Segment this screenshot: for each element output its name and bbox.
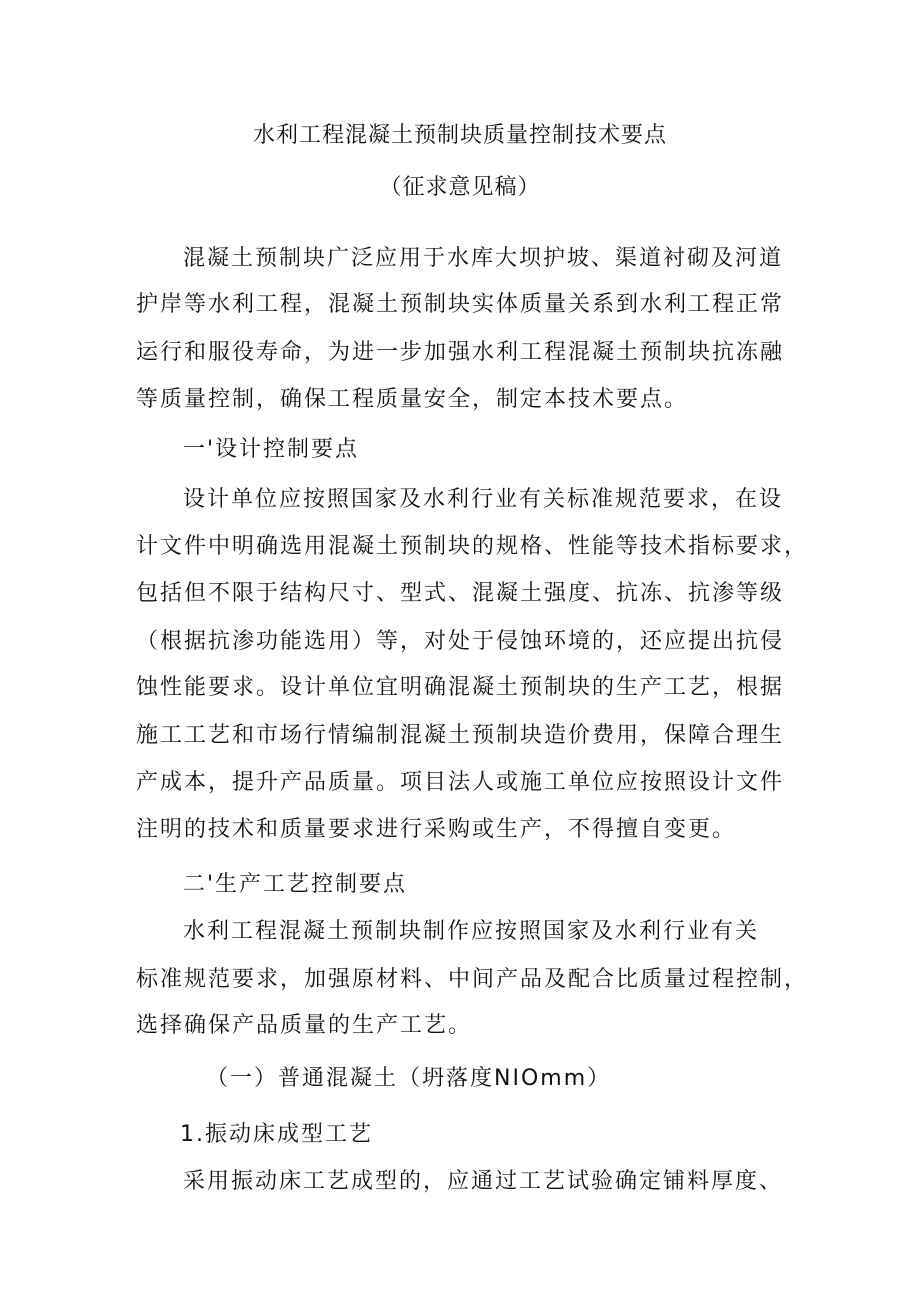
paragraph-line: 选择确保产品质量的生产工艺。 bbox=[136, 1013, 473, 1038]
item-heading: 1.振动床成型工艺 bbox=[180, 1122, 373, 1147]
document-subtitle: （征求意见稿） bbox=[379, 175, 541, 200]
paragraph-line: 产成本，提升产品质量。项目法人或施工单位应按照设计文件 bbox=[136, 770, 785, 795]
paragraph-line: 采用振动床工艺成型的，应通过工艺试验确定铺料厚度、 bbox=[183, 1169, 784, 1194]
subsection-heading: （一）普通混凝土（坍落度NIOmm） bbox=[206, 1066, 612, 1091]
document-title: 水利工程混凝土预制块质量控制技术要点 bbox=[252, 123, 667, 148]
paragraph-line: 运行和服役寿命，为进一步加强水利工程混凝土预制块抗冻融 bbox=[136, 340, 785, 365]
paragraph-line: 设计单位应按照国家及水利行业有关标准规范要求，在设 bbox=[183, 487, 784, 512]
section-heading: 一'设计控制要点 bbox=[183, 437, 360, 462]
paragraph-line: 标准规范要求，加强原材料、中间产品及配合比质量过程控制， bbox=[136, 967, 809, 992]
paragraph-line: 护岸等水利工程，混凝土预制块实体质量关系到水利工程正常 bbox=[136, 292, 785, 317]
paragraph-line: 蚀性能要求。设计单位宜明确混凝土预制块的生产工艺，根据 bbox=[136, 675, 785, 700]
section-heading: 二'生产工艺控制要点 bbox=[183, 872, 408, 897]
paragraph-line: 施工工艺和市场行情编制混凝土预制块造价费用，保障合理生 bbox=[136, 723, 785, 748]
paragraph-line: 等质量控制，确保工程质量安全，制定本技术要点。 bbox=[136, 387, 689, 412]
paragraph-line: 包括但不限于结构尺寸、型式、混凝土强度、抗冻、抗渗等级 bbox=[136, 581, 785, 606]
paragraph-line: 注明的技术和质量要求进行采购或生产，不得擅自变更。 bbox=[136, 817, 737, 842]
paragraph-line: 水利工程混凝土预制块制作应按照国家及水利行业有关 bbox=[183, 919, 760, 944]
paragraph-line: 计文件中明确选用混凝土预制块的规格、性能等技术指标要求， bbox=[136, 534, 809, 559]
paragraph-line: （根据抗渗功能选用）等，对处于侵蚀环境的，还应提出抗侵 bbox=[136, 629, 785, 654]
paragraph-line: 混凝土预制块广泛应用于水库大坝护坡、渠道衬砌及河道 bbox=[183, 246, 784, 271]
